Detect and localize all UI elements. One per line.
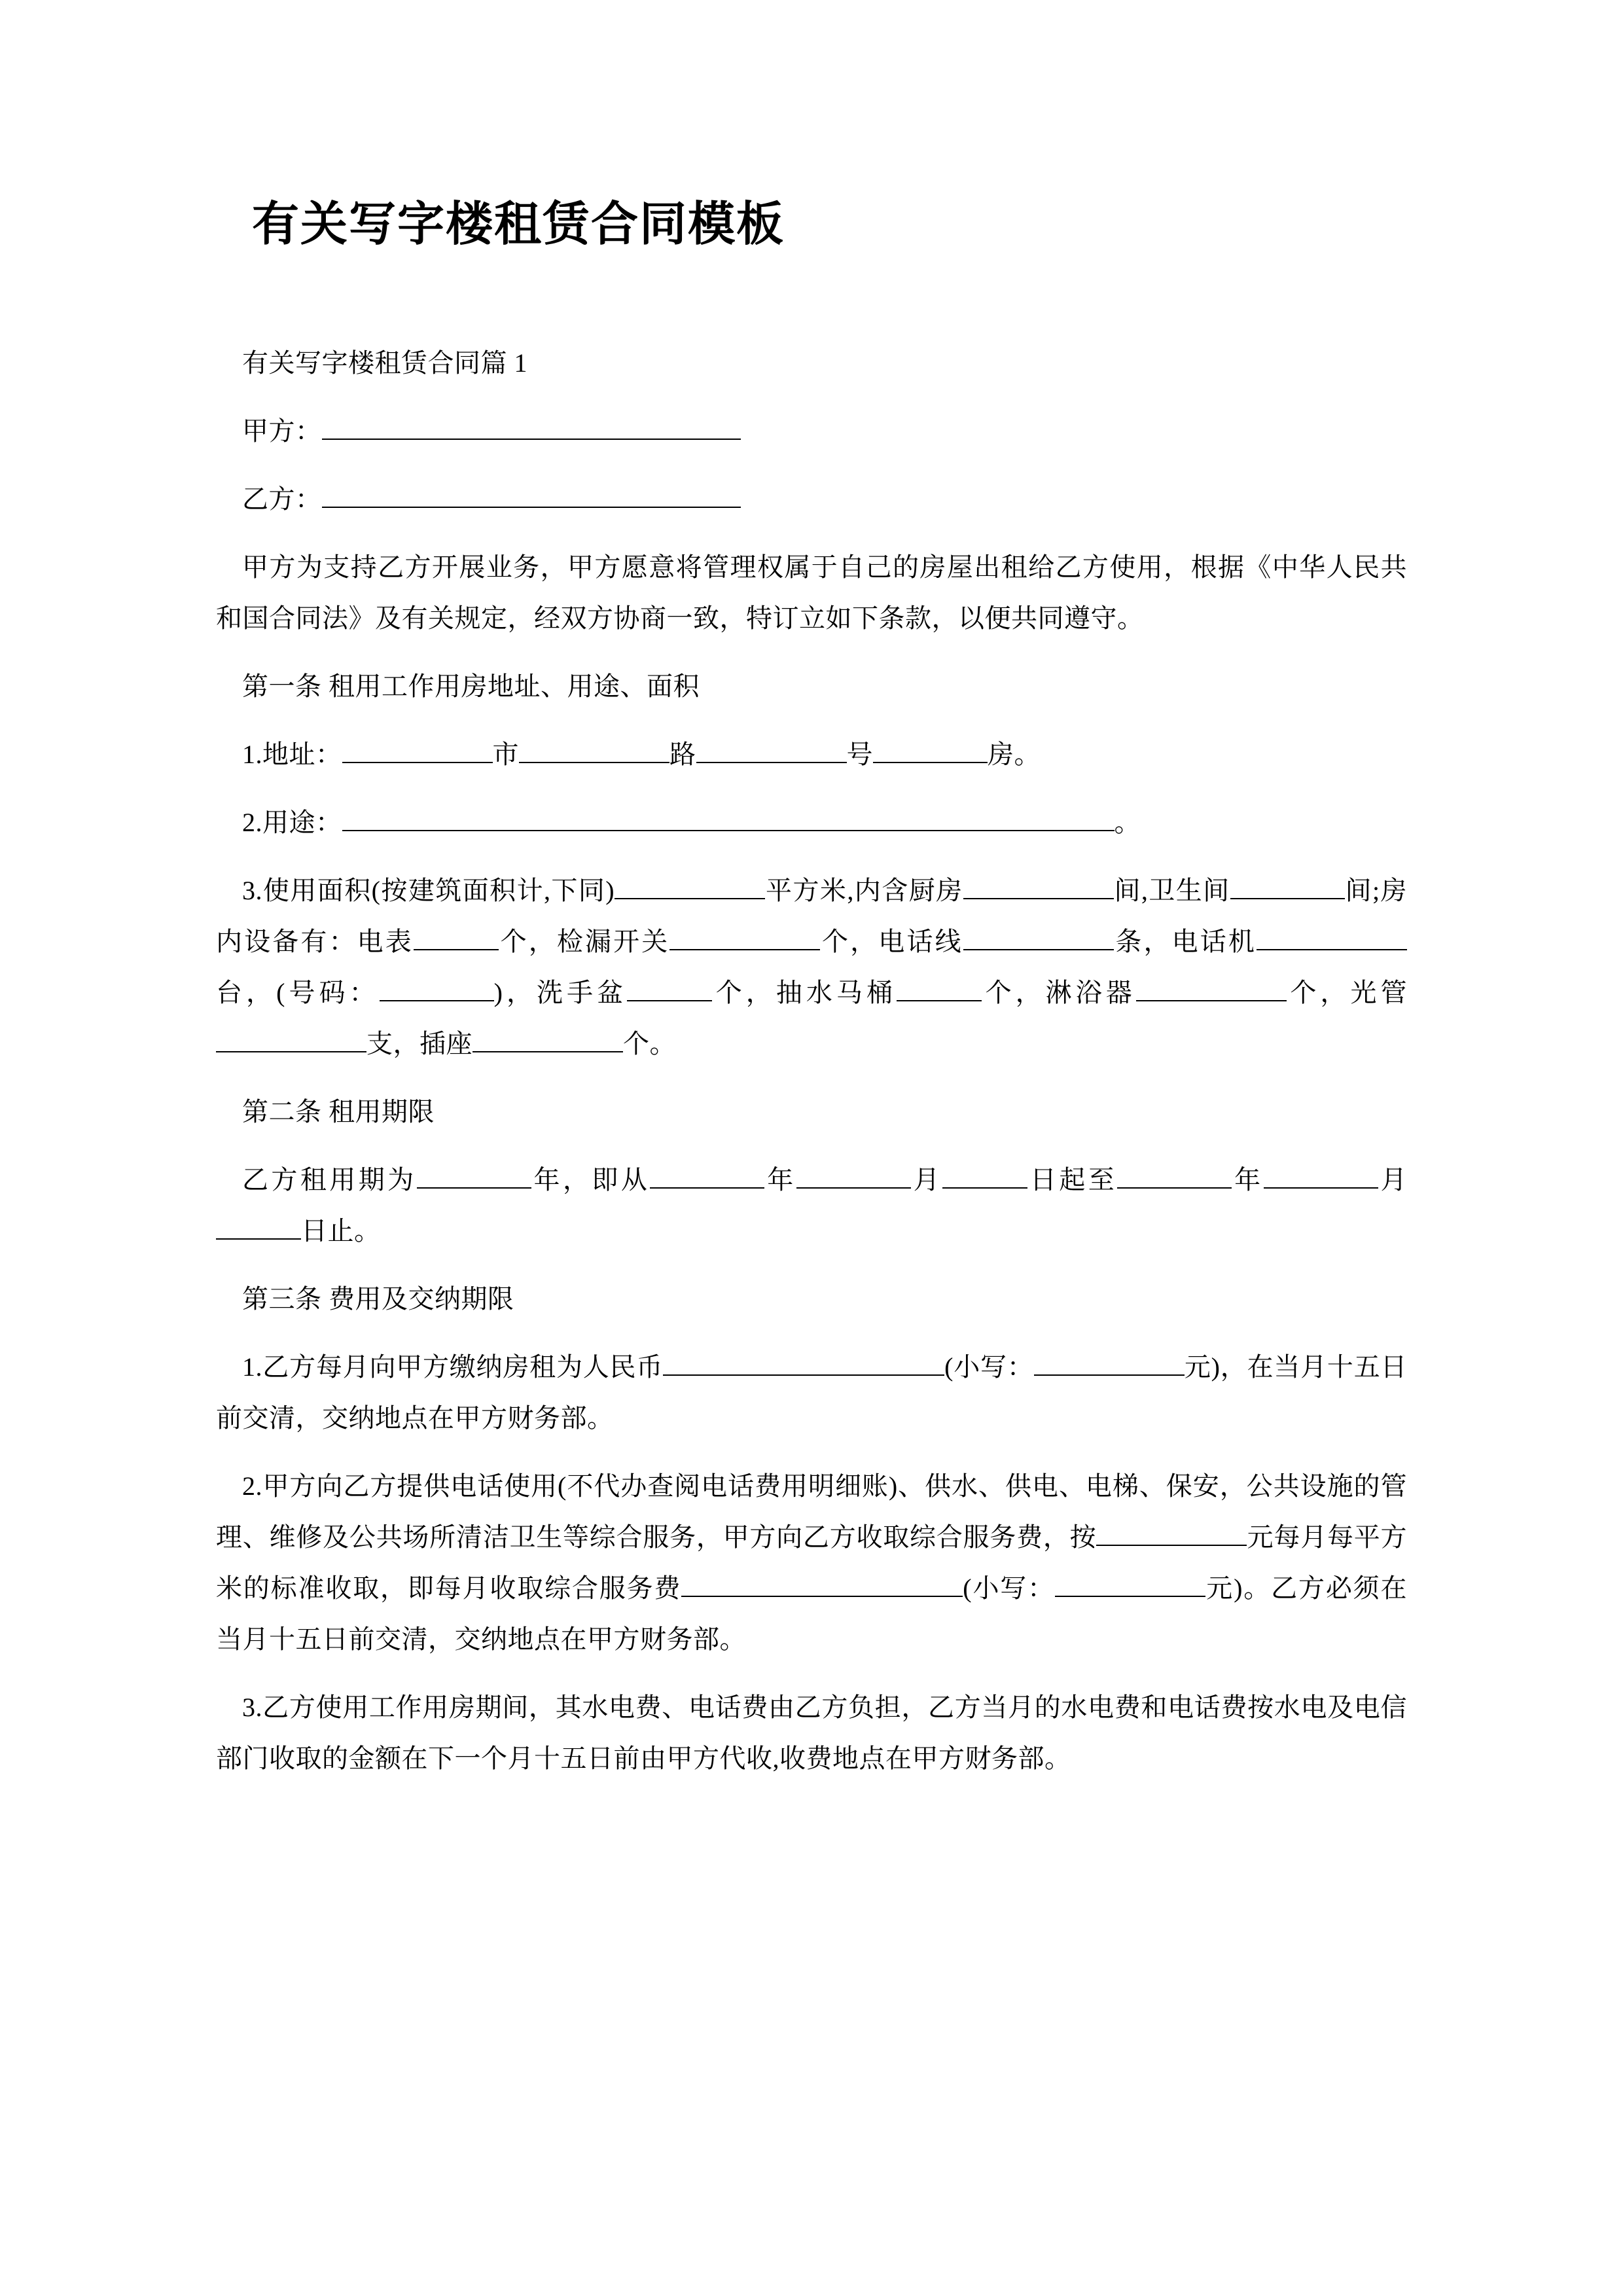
- socket-count-blank[interactable]: [473, 1025, 623, 1052]
- clause-service-part-1: 元每月每平方米的标准收取，即每月收取综合服务费: [216, 1522, 1408, 1604]
- clause-area-part-6: 条，电话机: [1113, 927, 1257, 957]
- clause-area-part-7: 台，(号码：: [216, 978, 380, 1008]
- term-end-year-blank[interactable]: [1117, 1161, 1232, 1189]
- service-amount-words-blank[interactable]: [681, 1570, 963, 1597]
- service-rate-blank[interactable]: [1096, 1518, 1247, 1546]
- clause-address-part-3: 号: [846, 740, 873, 770]
- clause-term: [216, 1155, 1407, 1257]
- document-subtitle: 有关写字楼租赁合同篇 1: [242, 348, 527, 378]
- section-3-heading: 第三条 费用及交纳期限: [242, 1284, 514, 1314]
- clause-term-part-5: 年: [1232, 1165, 1264, 1195]
- clause-term-part-6: 月: [1378, 1165, 1408, 1195]
- clause-area-part-8: )，洗手盆: [493, 978, 628, 1008]
- clause-term-part-0: 乙方租用期为: [242, 1165, 417, 1195]
- clause-term-part-2: 年: [764, 1165, 796, 1195]
- address-room-blank[interactable]: [873, 736, 988, 763]
- address-number-blank[interactable]: [696, 736, 847, 763]
- term-start-month-blank[interactable]: [796, 1161, 911, 1189]
- term-start-year-blank[interactable]: [650, 1161, 764, 1189]
- clause-use-part-0: 2.用途：: [242, 808, 342, 838]
- clause-service-part-3: 元)。乙方必须在当月十五日前交清，交纳地点在甲方财务部。: [216, 1573, 1408, 1655]
- clause-address-part-4: 房。: [988, 740, 1041, 770]
- party-b-blank[interactable]: [322, 480, 741, 508]
- clause-address-part-0: 1.地址：: [242, 740, 342, 770]
- party-b-label: 乙方：: [242, 484, 322, 514]
- clause-area-part-10: 个，淋浴器: [982, 978, 1136, 1008]
- clause-area-part-5: 个，电话线: [820, 927, 963, 957]
- clause-term-part-7: 日止。: [301, 1216, 381, 1246]
- clause-address-part-2: 路: [669, 740, 696, 770]
- area-size-blank[interactable]: [615, 872, 765, 899]
- kitchen-count-blank[interactable]: [963, 872, 1114, 899]
- phone-line-count-blank[interactable]: [963, 923, 1114, 950]
- clause-service-fee: [216, 1461, 1407, 1665]
- clause-area-part-9: 个，抽水马桶: [712, 978, 897, 1008]
- clause-area-part-12: 支，插座: [366, 1029, 473, 1059]
- clause-address-part-1: 市: [492, 740, 519, 770]
- term-years-blank[interactable]: [417, 1161, 531, 1189]
- clause-utilities: 3.乙方使用工作用房期间，其水电费、电话费由乙方负担，乙方当月的水电费和电话费按水电及电信部门收取的金额在下一个月十五日前由甲方代收,收费地点在甲方财务部。: [216, 1693, 1407, 1774]
- shower-count-blank[interactable]: [1136, 974, 1287, 1001]
- section-2-heading: 第二条 租用期限: [242, 1097, 435, 1127]
- clause-area-part-13: 个。: [623, 1029, 676, 1059]
- clause-rent-part-1: (小写：: [944, 1352, 1034, 1382]
- clause-area-part-3: 间;房内设备有：电表: [216, 876, 1408, 957]
- document-body: [216, 338, 1407, 1784]
- clause-area: [216, 865, 1407, 1069]
- leak-switch-count-blank[interactable]: [669, 923, 820, 950]
- clause-area-part-4: 个，检漏开关: [498, 927, 670, 957]
- rent-amount-figures-blank[interactable]: [1034, 1348, 1185, 1376]
- service-amount-figures-blank[interactable]: [1055, 1570, 1205, 1597]
- clause-area-part-0: 3.使用面积(按建筑面积计,下同): [242, 876, 615, 906]
- clause-term-part-4: 日起至: [1027, 1165, 1118, 1195]
- party-a-label: 甲方：: [242, 416, 322, 446]
- section-1-heading: 第一条 租用工作用房地址、用途、面积: [242, 672, 700, 702]
- party-a-blank[interactable]: [322, 412, 741, 440]
- party-a-line: [216, 406, 1407, 457]
- clause-service-part-0: 2.甲方向乙方提供电话使用(不代办查阅电话费用明细账)、供水、供电、电梯、保安，公共设施的管理、维修及公共场所清洁卫生等综合服务，甲方向乙方收取综合服务费，按: [216, 1471, 1407, 1552]
- rent-amount-words-blank[interactable]: [663, 1348, 944, 1376]
- clause-use: [216, 797, 1407, 848]
- clause-address: [216, 729, 1407, 780]
- clause-term-part-3: 月: [910, 1165, 943, 1195]
- clause-term-part-1: 年，即从: [531, 1165, 651, 1195]
- term-end-month-blank[interactable]: [1264, 1161, 1378, 1189]
- preamble-paragraph: 甲方为支持乙方开展业务，甲方愿意将管理权属于自己的房屋出租给乙方使用，根据《中华人民共和国合同法》及有关规定，经双方协商一致，特订立如下条款，以便共同遵守。: [216, 552, 1407, 634]
- clause-rent-part-0: 1.乙方每月向甲方缴纳房租为人民币: [242, 1352, 664, 1382]
- address-road-blank[interactable]: [519, 736, 669, 763]
- clause-rent-part-2: 元)，在当月十五日前交清，交纳地点在甲方财务部。: [216, 1352, 1408, 1433]
- clause-area-part-11: 个，光管: [1286, 978, 1408, 1008]
- use-blank[interactable]: [342, 804, 1115, 831]
- clause-area-part-1: 平方米,内含厨房: [765, 876, 963, 906]
- page-title: 有关写字楼租赁合同模板: [252, 198, 785, 251]
- toilet-count-blank[interactable]: [897, 974, 982, 1001]
- clause-use-part-1: 。: [1114, 808, 1141, 838]
- washbasin-count-blank[interactable]: [627, 974, 712, 1001]
- party-b-line: [216, 474, 1407, 525]
- phone-number-blank[interactable]: [380, 974, 494, 1001]
- term-start-day-blank[interactable]: [942, 1161, 1027, 1189]
- bathroom-count-blank[interactable]: [1230, 872, 1345, 899]
- clause-rent: [216, 1342, 1407, 1444]
- clause-area-part-2: 间,卫生间: [1113, 876, 1230, 906]
- clause-service-part-2: (小写：: [963, 1573, 1055, 1604]
- phone-set-count-blank[interactable]: [1257, 923, 1407, 950]
- lamp-count-blank[interactable]: [216, 1025, 366, 1052]
- address-city-blank[interactable]: [342, 736, 493, 763]
- meter-count-blank[interactable]: [414, 923, 499, 950]
- term-end-day-blank[interactable]: [216, 1212, 301, 1240]
